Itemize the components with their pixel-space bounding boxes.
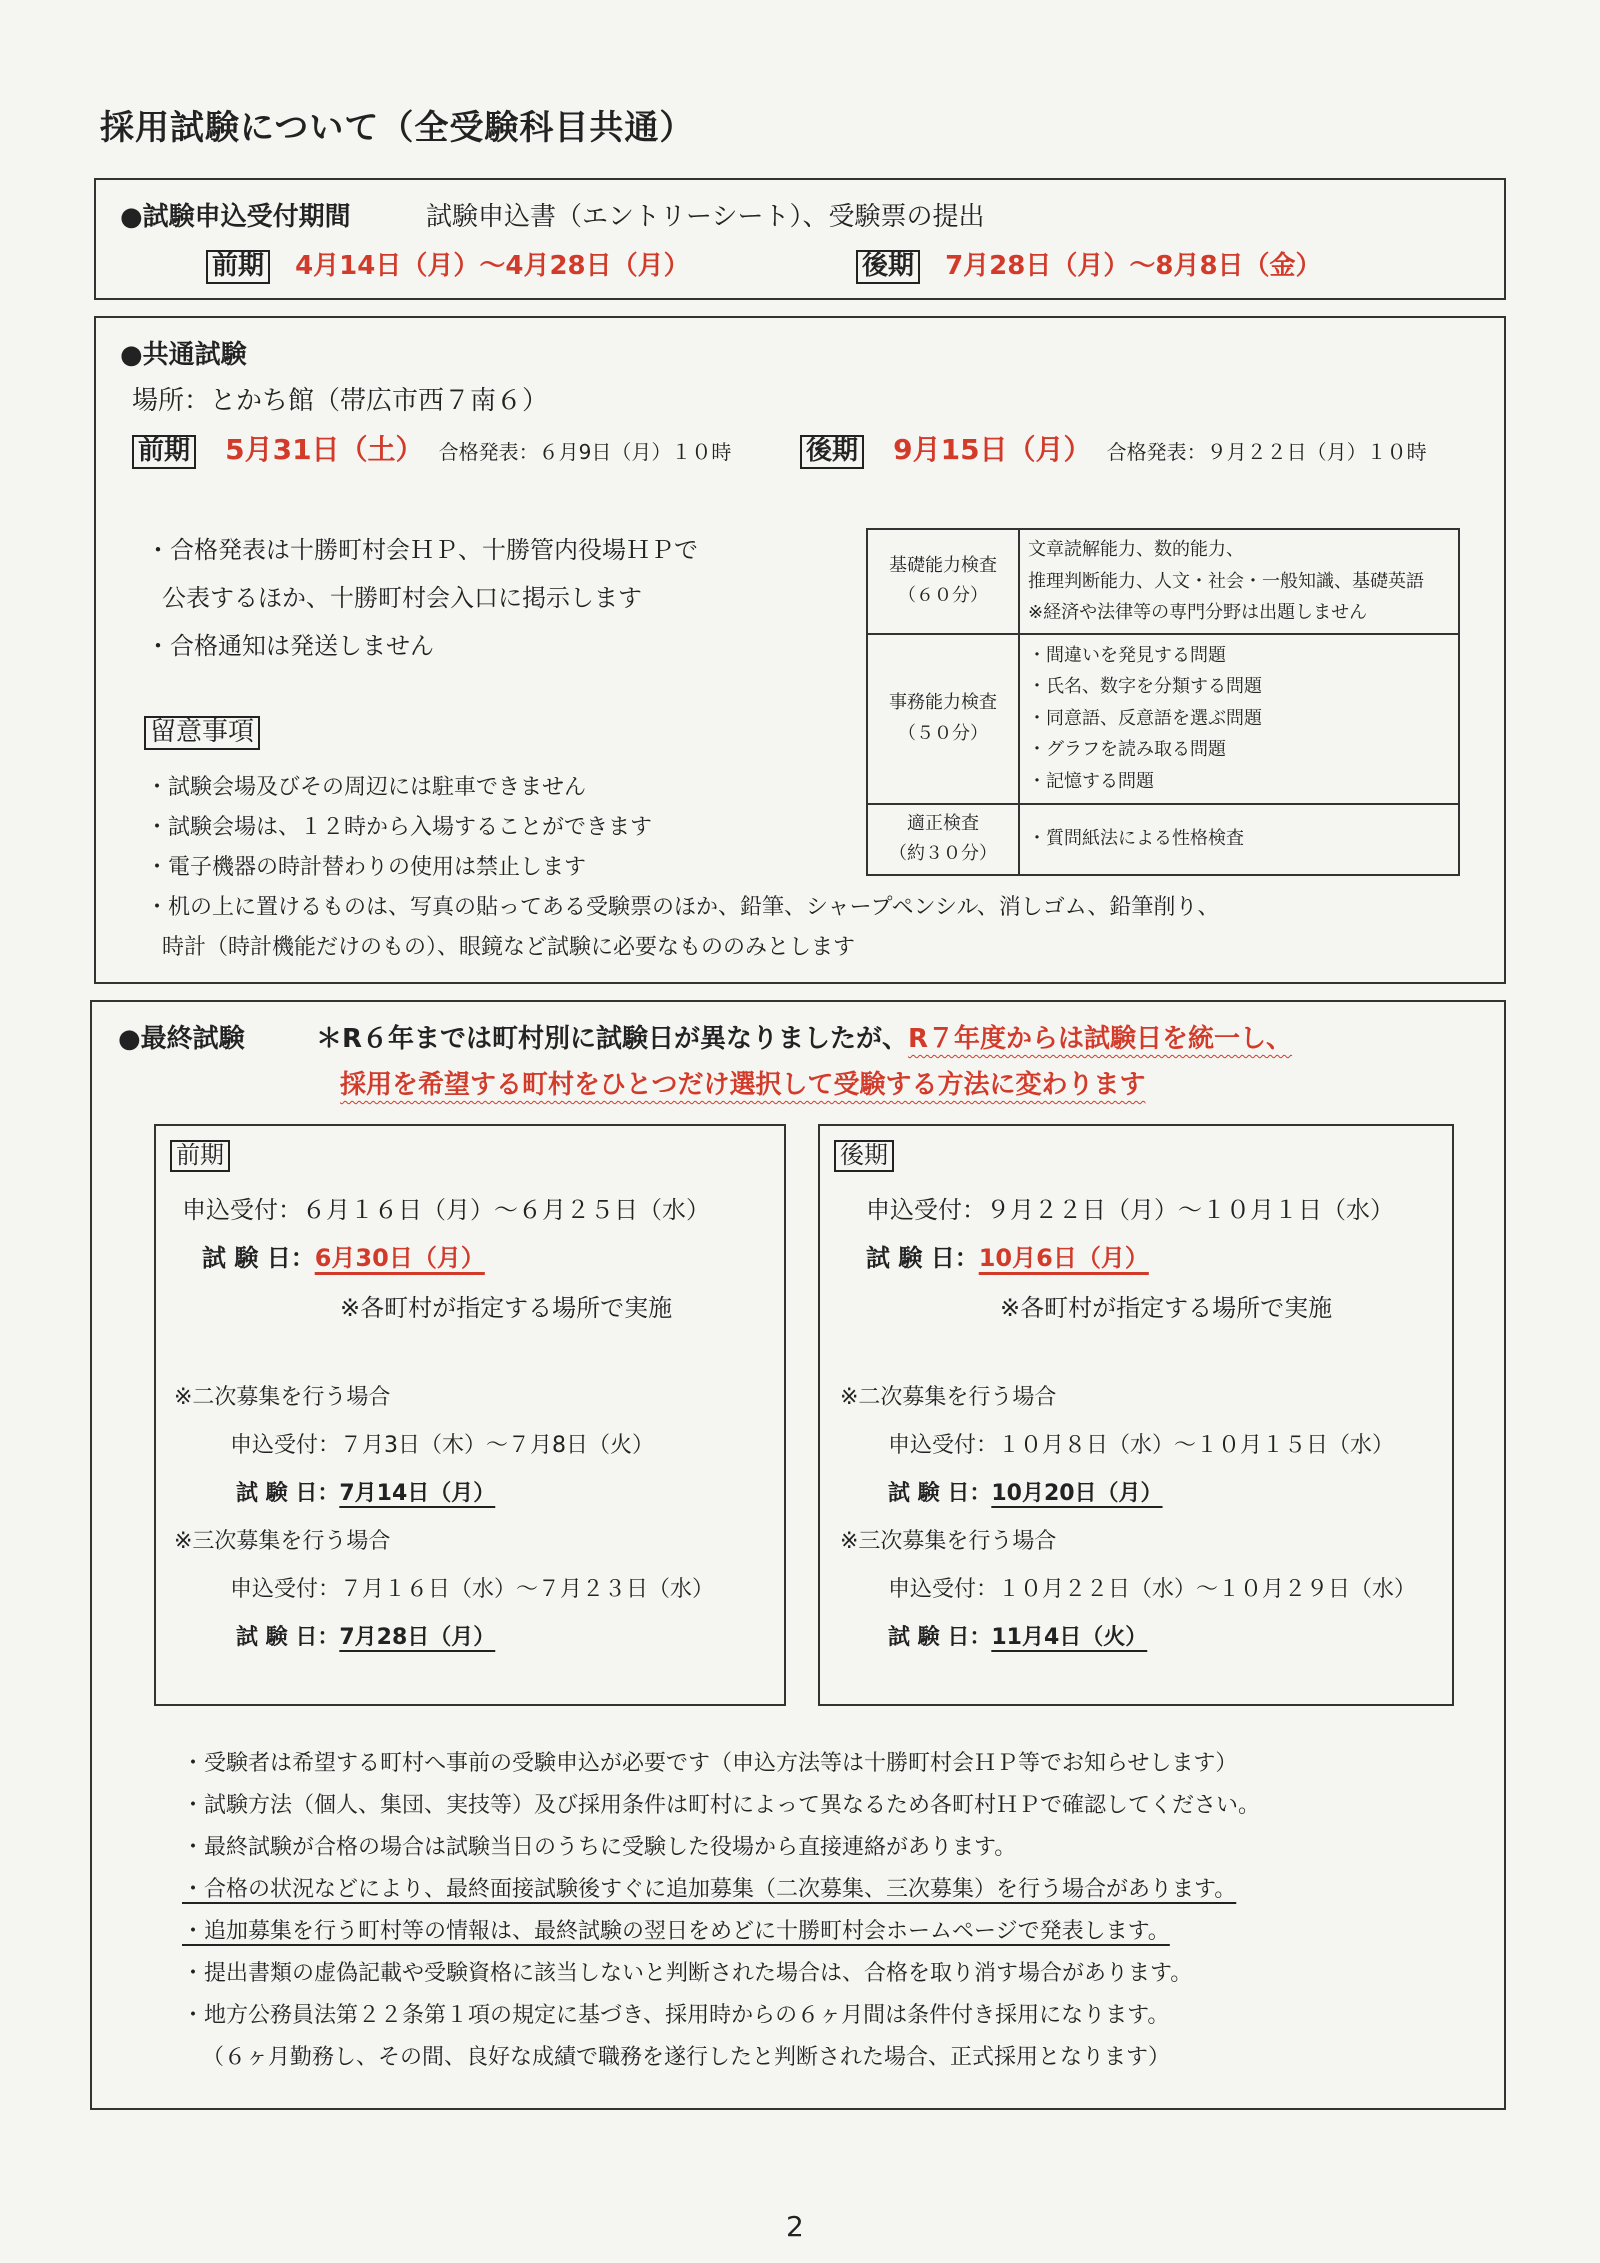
application-heading: ●試験申込受付期間 xyxy=(120,202,351,232)
final-zenki-second-exam xyxy=(236,1476,495,1507)
final-exam-note: ・地方公務員法第２２条第１項の規定に基づき、採用時からの６ヶ月間は条件付き採用になります。 xyxy=(182,2003,1170,2028)
kouki-label: 後期 xyxy=(856,250,920,284)
common-exam-kouki xyxy=(800,428,1427,469)
final-zenki-third-application xyxy=(230,1572,714,1603)
application-zenki xyxy=(206,245,690,284)
application-period-section xyxy=(94,178,1506,300)
table-cell-exam-content xyxy=(1019,529,1459,634)
final-kouki-second-application xyxy=(888,1428,1394,1459)
table-cell-exam-content xyxy=(1019,804,1459,875)
final-zenki-third-heading: ※三次募集を行う場合 xyxy=(174,1529,391,1554)
final-kouki-third-application xyxy=(888,1572,1416,1603)
common-exam-note: ・合格通知は発送しません xyxy=(146,632,434,660)
common-exam-zenki xyxy=(132,428,731,469)
exam-date-label: 試 験 日： xyxy=(236,1625,340,1650)
application-period: ７月3日（木）～７月8日（火） xyxy=(340,1433,655,1458)
final-zenki-box xyxy=(154,1124,786,1706)
common-exam-zenki-date: 5月31日（土） xyxy=(225,433,424,466)
exam-date-label: 試 験 日： xyxy=(202,1244,315,1272)
exam-date: 10月20日（月） xyxy=(991,1481,1163,1506)
final-exam-note: ・受験者は希望する町村へ事前の受験申込が必要です（申込方法等は十勝町村会ＨＰ等でお知らせします） xyxy=(182,1751,1238,1776)
final-zenki-label-wrap xyxy=(170,1140,230,1172)
common-exam-section xyxy=(94,316,1506,984)
final-kouki-second-exam xyxy=(888,1476,1163,1507)
zenki-label: 前期 xyxy=(132,435,196,469)
caution-item: ・机の上に置けるものは、写真の貼ってある受験票のほか、鉛筆、シャープペンシル、消しゴム、鉛筆削り、 xyxy=(146,895,1220,920)
caution-item: ・電子機器の時計替わりの使用は禁止します xyxy=(146,855,587,880)
exam-content-line: ・記憶する問題 xyxy=(1028,770,1154,792)
common-exam-kouki-date: 9月15日（月） xyxy=(893,433,1092,466)
application-period: ９月２２日（月）～１０月１日（水） xyxy=(986,1196,1394,1224)
exam-time: （約３０分） xyxy=(889,843,997,865)
exam-content-line: ・グラフを読み取る問題 xyxy=(1028,739,1226,761)
caution-heading xyxy=(144,716,260,750)
final-kouki-box xyxy=(818,1124,1454,1706)
exam-name: 事務能力検査 xyxy=(889,691,997,713)
final-zenki-third-exam xyxy=(236,1620,495,1651)
application-period: ７月１６日（水）～７月２３日（水） xyxy=(340,1577,715,1602)
final-exam-note: ・追加募集を行う町村等の情報は、最終試験の翌日をめどに十勝町村会ホームページで発表します。 xyxy=(182,1919,1170,1944)
final-exam-section xyxy=(90,1000,1506,2110)
table-cell-exam-name xyxy=(867,529,1019,634)
exam-name: 適正検査 xyxy=(907,812,979,834)
exam-date-label: 試 験 日： xyxy=(888,1481,992,1506)
exam-date: 11月4日（火） xyxy=(991,1625,1148,1650)
table-cell-exam-name xyxy=(867,634,1019,804)
final-exam-note: ・提出書類の虚偽記載や受験資格に該当しないと判断された場合は、合格を取り消す場合があります。 xyxy=(182,1961,1193,1986)
exam-content-line: 文章読解能力、数的能力、 xyxy=(1028,539,1244,560)
common-exam-kouki-result: 合格発表：９月２２日（月）１０時 xyxy=(1106,440,1427,464)
kouki-label: 後期 xyxy=(800,435,864,469)
application-label: 申込受付： xyxy=(230,1433,341,1458)
final-exam-note-black: ＊R６年までは町村別に試験日が異なりましたが、 xyxy=(316,1024,909,1054)
final-exam-note-line1 xyxy=(316,1018,1292,1055)
exam-date: 10月6日（月） xyxy=(978,1244,1149,1272)
exam-date-label: 試 験 日： xyxy=(888,1625,992,1650)
final-exam-note-line2: 採用を希望する町村をひとつだけ選択して受験する方法に変わります xyxy=(340,1070,1146,1100)
table-row xyxy=(867,634,1459,804)
final-kouki-exam xyxy=(866,1238,1149,1273)
exam-date: 6月30日（月） xyxy=(314,1244,485,1272)
application-label: 申込受付： xyxy=(230,1577,341,1602)
zenki-label: 前期 xyxy=(206,250,270,284)
zenki-label: 前期 xyxy=(170,1140,230,1172)
common-exam-note: ・合格発表は十勝町村会ＨＰ、十勝管内役場ＨＰで xyxy=(146,536,698,564)
final-kouki-second-heading: ※二次募集を行う場合 xyxy=(840,1385,1057,1410)
final-kouki-application xyxy=(866,1190,1394,1225)
exam-date-label: 試 験 日： xyxy=(236,1481,340,1506)
page-number: 2 xyxy=(786,2210,804,2243)
exam-content-line: ・同意語、反意語を選ぶ問題 xyxy=(1028,707,1262,729)
exam-name: 基礎能力検査 xyxy=(889,554,997,576)
table-cell-exam-name xyxy=(867,804,1019,875)
caution-item: ・試験会場は、１２時から入場することができます xyxy=(146,815,653,840)
common-exam-heading: ●共通試験 xyxy=(120,340,247,370)
final-zenki-exam xyxy=(202,1238,485,1273)
exam-content-line: ・間違いを発見する問題 xyxy=(1028,644,1226,666)
final-exam-note: （６ヶ月勤務し、その間、良好な成績で職務を遂行したと判断された場合、正式採用となります） xyxy=(202,2045,1171,2070)
application-period: ６月１６日（月）～６月２５日（水） xyxy=(302,1196,710,1224)
final-zenki-second-heading: ※二次募集を行う場合 xyxy=(174,1385,391,1410)
application-label: 申込受付： xyxy=(182,1196,302,1224)
application-period: １０月８日（水）～１０月１５日（水） xyxy=(998,1433,1395,1458)
exam-content-table xyxy=(866,528,1460,876)
final-kouki-venue: ※各町村が指定する場所で実施 xyxy=(1000,1294,1333,1322)
caution-label: 留意事項 xyxy=(144,716,260,750)
exam-date: 7月28日（月） xyxy=(339,1625,496,1650)
exam-date: 7月14日（月） xyxy=(339,1481,496,1506)
caution-item: 時計（時計機能だけのもの）、眼鏡など試験に必要なもののみとします xyxy=(162,935,856,960)
common-exam-note: 公表するほか、十勝町村会入口に掲示します xyxy=(162,584,642,612)
table-row xyxy=(867,529,1459,634)
table-row xyxy=(867,804,1459,875)
kouki-label: 後期 xyxy=(834,1140,894,1172)
common-exam-place: 場所：とかち館（帯広市西７南６） xyxy=(132,386,549,416)
application-label: 申込受付： xyxy=(866,1196,986,1224)
final-kouki-label-wrap xyxy=(834,1140,894,1172)
final-zenki-application xyxy=(182,1190,710,1225)
caution-item: ・試験会場及びその周辺には駐車できません xyxy=(146,775,587,800)
final-exam-note-red: R７年度からは試験日を統一し、 xyxy=(908,1024,1293,1054)
final-exam-note: ・最終試験が合格の場合は試験当日のうちに受験した役場から直接連絡があります。 xyxy=(182,1835,1017,1860)
page-title: 採用試験について（全受験科目共通） xyxy=(100,108,695,148)
final-exam-note: ・試験方法（個人、集団、実技等）及び採用条件は町村によって異なるため各町村ＨＰで確認してください。 xyxy=(182,1793,1261,1818)
final-zenki-second-application xyxy=(230,1428,654,1459)
application-kouki-period: 7月28日（月）～8月8日（金） xyxy=(945,251,1322,281)
table-cell-exam-content xyxy=(1019,634,1459,804)
exam-content-line: ・質問紙法による性格検査 xyxy=(1028,828,1244,850)
exam-content-line: ※経済や法律等の専門分野は出題しません xyxy=(1028,602,1368,623)
final-kouki-third-heading: ※三次募集を行う場合 xyxy=(840,1529,1057,1554)
final-zenki-venue: ※各町村が指定する場所で実施 xyxy=(340,1294,673,1322)
final-exam-heading: ●最終試験 xyxy=(118,1024,245,1054)
application-period: １０月２２日（水）～１０月２９日（水） xyxy=(998,1577,1417,1602)
exam-content-line: ・氏名、数字を分類する問題 xyxy=(1028,676,1262,698)
application-zenki-period: 4月14日（月）～4月28日（月） xyxy=(295,251,690,281)
application-description: 試験申込書（エントリーシート）、受験票の提出 xyxy=(426,202,985,232)
final-exam-note: ・合格の状況などにより、最終面接試験後すぐに追加募集（二次募集、三次募集）を行う場合があります。 xyxy=(182,1877,1237,1902)
exam-time: （６０分） xyxy=(898,585,988,607)
exam-content-line: 推理判断能力、人文・社会・一般知識、基礎英語 xyxy=(1028,570,1424,592)
final-kouki-third-exam xyxy=(888,1620,1147,1651)
application-kouki xyxy=(856,245,1322,284)
exam-time: （５０分） xyxy=(898,722,988,744)
exam-date-label: 試 験 日： xyxy=(866,1244,979,1272)
application-label: 申込受付： xyxy=(888,1577,999,1602)
application-label: 申込受付： xyxy=(888,1433,999,1458)
common-exam-zenki-result: 合格発表：６月9日（月）１０時 xyxy=(438,440,732,464)
